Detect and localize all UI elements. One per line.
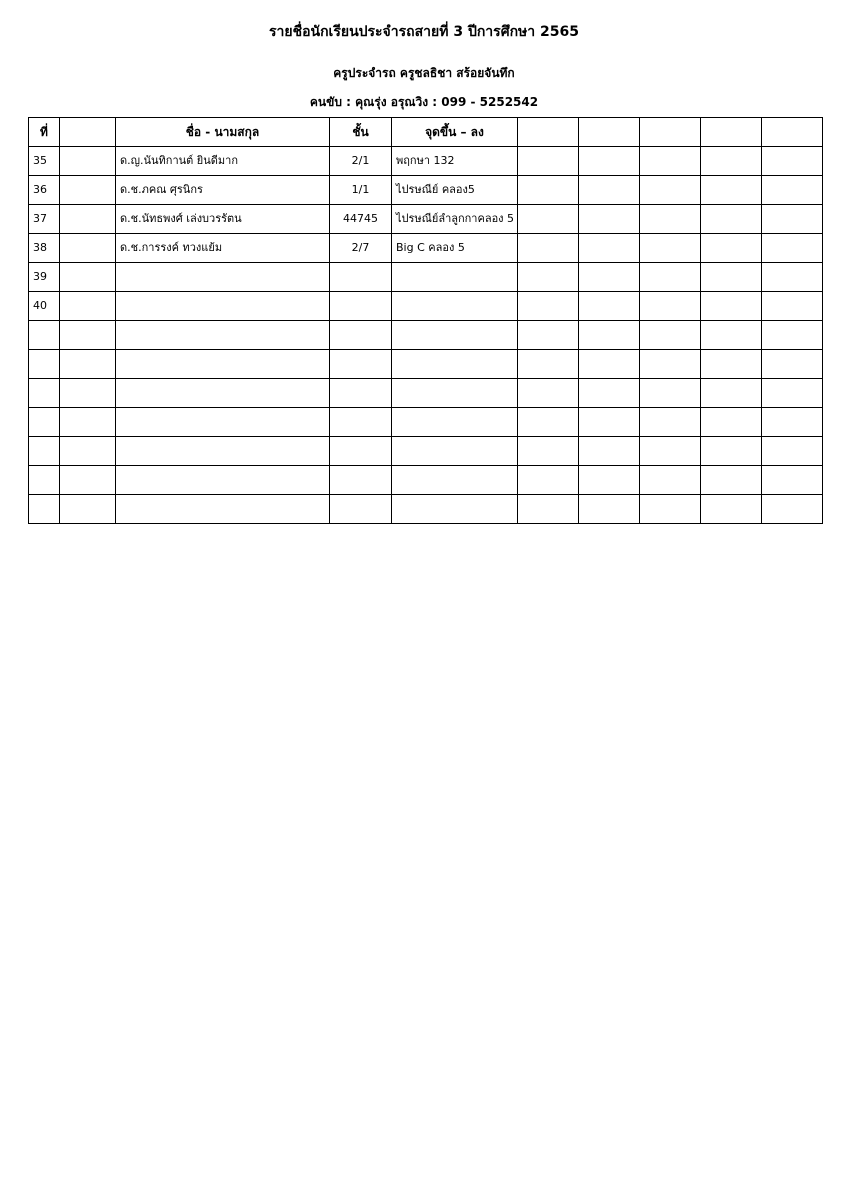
cell-extra bbox=[762, 495, 823, 524]
cell-extra bbox=[701, 321, 762, 350]
header-name: ชื่อ - นามสกุล bbox=[116, 118, 330, 147]
cell-name bbox=[116, 292, 330, 321]
cell-extra bbox=[518, 408, 579, 437]
page-title: รายชื่อนักเรียนประจำรถสายที่ 3 ปีการศึกษา 2565 bbox=[269, 24, 579, 40]
table-row bbox=[29, 350, 823, 379]
cell-extra bbox=[701, 495, 762, 524]
cell-no: 38 bbox=[29, 234, 60, 263]
cell-extra bbox=[640, 437, 701, 466]
cell-extra bbox=[640, 321, 701, 350]
cell-extra bbox=[701, 234, 762, 263]
cell-no: 36 bbox=[29, 176, 60, 205]
cell-blank bbox=[60, 437, 116, 466]
cell-extra bbox=[579, 408, 640, 437]
cell-extra bbox=[640, 379, 701, 408]
cell-blank bbox=[60, 350, 116, 379]
table-row bbox=[29, 408, 823, 437]
table-row bbox=[29, 379, 823, 408]
cell-no bbox=[29, 321, 60, 350]
cell-stop bbox=[392, 263, 518, 292]
cell-blank bbox=[60, 408, 116, 437]
cell-stop: Big C คลอง 5 bbox=[392, 234, 518, 263]
cell-extra bbox=[518, 263, 579, 292]
cell-extra bbox=[640, 147, 701, 176]
header-extra bbox=[579, 118, 640, 147]
cell-class bbox=[330, 379, 392, 408]
cell-extra bbox=[579, 437, 640, 466]
cell-name bbox=[116, 437, 330, 466]
cell-extra bbox=[762, 176, 823, 205]
cell-stop bbox=[392, 321, 518, 350]
cell-extra bbox=[640, 350, 701, 379]
cell-extra bbox=[579, 147, 640, 176]
cell-name bbox=[116, 379, 330, 408]
cell-extra bbox=[640, 234, 701, 263]
table-row bbox=[29, 321, 823, 350]
cell-extra bbox=[579, 205, 640, 234]
cell-blank bbox=[60, 292, 116, 321]
cell-name bbox=[116, 350, 330, 379]
cell-extra bbox=[701, 263, 762, 292]
cell-blank bbox=[60, 176, 116, 205]
cell-extra bbox=[579, 495, 640, 524]
header-extra bbox=[701, 118, 762, 147]
cell-class bbox=[330, 408, 392, 437]
cell-extra bbox=[518, 147, 579, 176]
driver-line: คนขับ : คุณรุ่ง อรุณวิง : 099 - 5252542 bbox=[309, 95, 539, 109]
cell-extra bbox=[762, 408, 823, 437]
cell-name: ด.ช.การรงค์ ทวงแย้ม bbox=[116, 234, 330, 263]
cell-extra bbox=[762, 234, 823, 263]
header-blank bbox=[60, 118, 116, 147]
cell-name bbox=[116, 495, 330, 524]
cell-extra bbox=[762, 321, 823, 350]
cell-extra bbox=[701, 205, 762, 234]
table-row bbox=[29, 263, 823, 292]
cell-blank bbox=[60, 379, 116, 408]
cell-no: 37 bbox=[29, 205, 60, 234]
table-header-row bbox=[29, 118, 823, 147]
cell-extra bbox=[701, 408, 762, 437]
cell-no: 40 bbox=[29, 292, 60, 321]
cell-extra bbox=[518, 205, 579, 234]
cell-no bbox=[29, 437, 60, 466]
cell-extra bbox=[701, 379, 762, 408]
cell-extra bbox=[518, 292, 579, 321]
cell-stop bbox=[392, 466, 518, 495]
table-row bbox=[29, 466, 823, 495]
table-row bbox=[29, 205, 823, 234]
cell-extra bbox=[762, 263, 823, 292]
cell-stop: ไปรษณีย์ลำลูกกาคลอง 5 bbox=[392, 205, 518, 234]
cell-no bbox=[29, 408, 60, 437]
cell-extra bbox=[640, 292, 701, 321]
cell-stop bbox=[392, 437, 518, 466]
cell-stop bbox=[392, 379, 518, 408]
cell-no: 35 bbox=[29, 147, 60, 176]
cell-extra bbox=[701, 437, 762, 466]
table-row bbox=[29, 234, 823, 263]
cell-blank bbox=[60, 495, 116, 524]
cell-extra bbox=[640, 205, 701, 234]
cell-class bbox=[330, 321, 392, 350]
cell-extra bbox=[518, 437, 579, 466]
table-body bbox=[29, 147, 823, 524]
cell-extra bbox=[762, 350, 823, 379]
cell-no: 39 bbox=[29, 263, 60, 292]
header-class: ชั้น bbox=[330, 118, 392, 147]
cell-class: 44745 bbox=[330, 205, 392, 234]
cell-class: 2/7 bbox=[330, 234, 392, 263]
teacher-line: ครูประจำรถ ครูชลธิชา สร้อยจันทึก bbox=[333, 66, 515, 80]
table-row bbox=[29, 495, 823, 524]
cell-stop bbox=[392, 495, 518, 524]
cell-extra bbox=[518, 234, 579, 263]
student-roster-table bbox=[28, 117, 823, 524]
cell-extra bbox=[518, 176, 579, 205]
cell-no bbox=[29, 350, 60, 379]
cell-blank bbox=[60, 321, 116, 350]
cell-extra bbox=[701, 466, 762, 495]
cell-class bbox=[330, 263, 392, 292]
cell-extra bbox=[518, 350, 579, 379]
header-stop: จุดขึ้น – ลง bbox=[392, 118, 518, 147]
cell-extra bbox=[640, 408, 701, 437]
cell-class bbox=[330, 292, 392, 321]
cell-name: ด.ญ.นันทิกานต์ ยินดีมาก bbox=[116, 147, 330, 176]
cell-class: 2/1 bbox=[330, 147, 392, 176]
cell-extra bbox=[640, 263, 701, 292]
cell-extra bbox=[640, 176, 701, 205]
cell-name: ด.ช.ภคณ ศุรนิกร bbox=[116, 176, 330, 205]
header-extra bbox=[640, 118, 701, 147]
cell-extra bbox=[518, 495, 579, 524]
cell-blank bbox=[60, 466, 116, 495]
cell-class bbox=[330, 466, 392, 495]
cell-class: 1/1 bbox=[330, 176, 392, 205]
cell-extra bbox=[640, 495, 701, 524]
cell-class bbox=[330, 437, 392, 466]
cell-extra bbox=[640, 466, 701, 495]
cell-name bbox=[116, 408, 330, 437]
table-row bbox=[29, 176, 823, 205]
cell-extra bbox=[518, 379, 579, 408]
cell-name: ด.ช.นัทธพงศ์ เล่งบวรรัตน bbox=[116, 205, 330, 234]
cell-name bbox=[116, 321, 330, 350]
cell-stop: พฤกษา 132 bbox=[392, 147, 518, 176]
cell-name bbox=[116, 466, 330, 495]
cell-extra bbox=[701, 292, 762, 321]
cell-extra bbox=[579, 466, 640, 495]
table-row bbox=[29, 437, 823, 466]
cell-extra bbox=[518, 466, 579, 495]
cell-extra bbox=[579, 176, 640, 205]
cell-extra bbox=[762, 205, 823, 234]
table-row bbox=[29, 292, 823, 321]
header-extra bbox=[518, 118, 579, 147]
cell-extra bbox=[762, 379, 823, 408]
cell-blank bbox=[60, 205, 116, 234]
cell-extra bbox=[762, 437, 823, 466]
cell-blank bbox=[60, 147, 116, 176]
cell-extra bbox=[518, 321, 579, 350]
table-row bbox=[29, 147, 823, 176]
cell-extra bbox=[701, 350, 762, 379]
header-no: ที่ bbox=[29, 118, 60, 147]
cell-extra bbox=[579, 350, 640, 379]
cell-name bbox=[116, 263, 330, 292]
cell-no bbox=[29, 466, 60, 495]
cell-stop bbox=[392, 350, 518, 379]
cell-extra bbox=[762, 466, 823, 495]
cell-extra bbox=[701, 176, 762, 205]
cell-extra bbox=[579, 379, 640, 408]
cell-extra bbox=[579, 234, 640, 263]
cell-blank bbox=[60, 234, 116, 263]
cell-class bbox=[330, 350, 392, 379]
cell-no bbox=[29, 379, 60, 408]
cell-stop: ไปรษณีย์ คลอง5 bbox=[392, 176, 518, 205]
cell-extra bbox=[701, 147, 762, 176]
cell-no bbox=[29, 495, 60, 524]
cell-stop bbox=[392, 408, 518, 437]
cell-extra bbox=[762, 292, 823, 321]
cell-blank bbox=[60, 263, 116, 292]
cell-class bbox=[330, 495, 392, 524]
cell-extra bbox=[579, 321, 640, 350]
cell-extra bbox=[579, 263, 640, 292]
cell-extra bbox=[762, 147, 823, 176]
cell-extra bbox=[579, 292, 640, 321]
cell-stop bbox=[392, 292, 518, 321]
header-extra bbox=[762, 118, 823, 147]
